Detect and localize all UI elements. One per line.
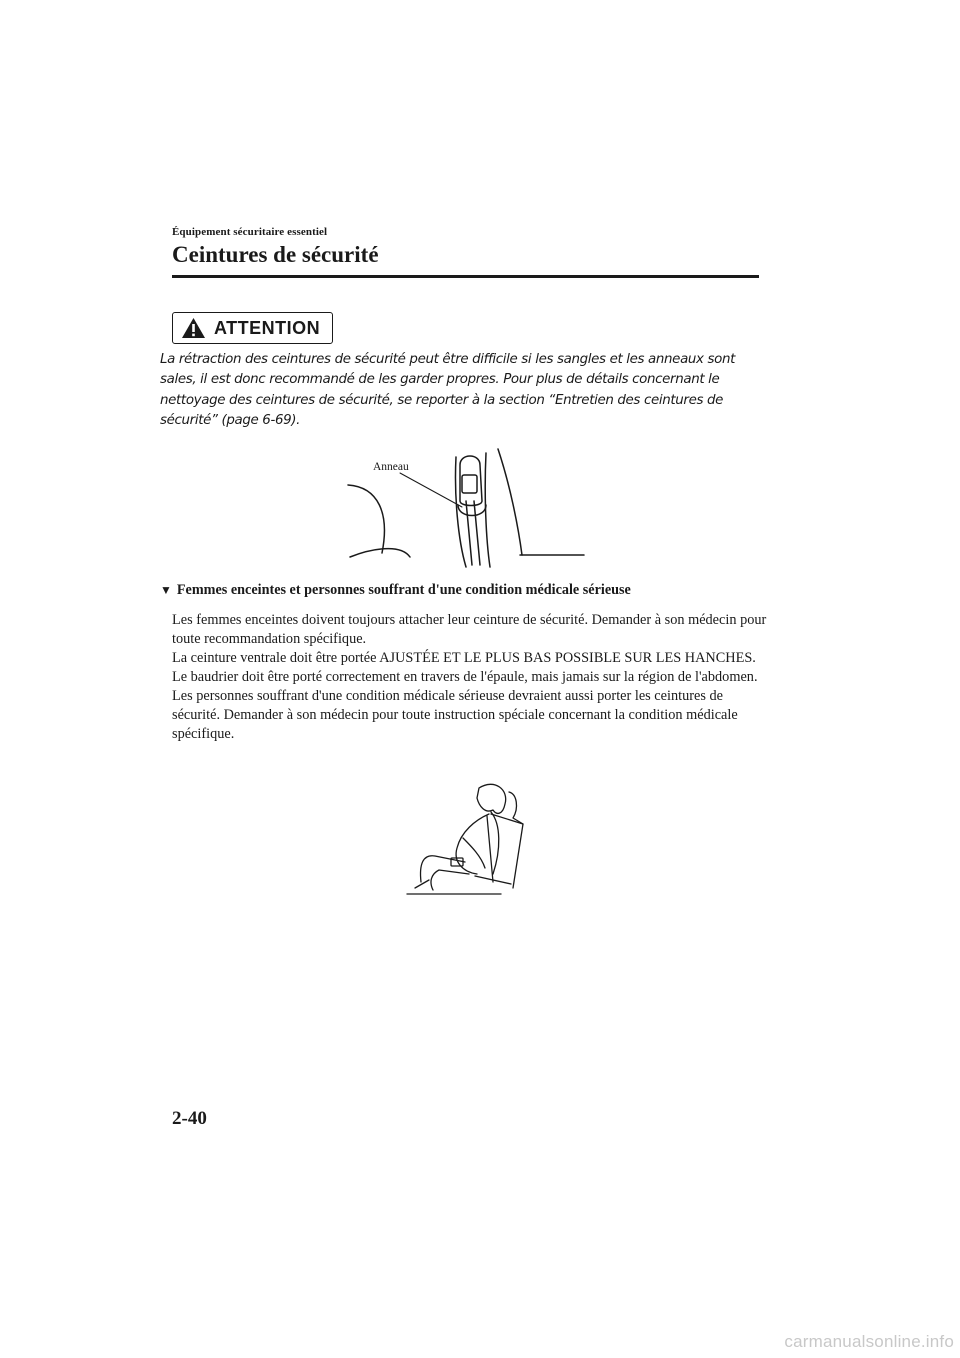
section-body xyxy=(172,611,767,744)
attention-text: La rétraction des ceintures de sécurité peut être difficile si les sangles et les anneaux sont sales, il est donc recommandé de les garder propres. Pour plus de détails concernant le nettoyage des ceintures de sécurité, se reporter à la section “Entretien des ceintures de sécurité” (page 6-69). xyxy=(160,352,736,429)
watermark: carmanualsonline.info xyxy=(784,1332,954,1351)
page-title: Ceintures de sécurité xyxy=(172,242,379,267)
page-number: 2-40 xyxy=(172,1108,207,1129)
warning-triangle-icon xyxy=(181,317,206,339)
paragraph: Les personnes souffrant d'une condition médicale sérieuse devraient aussi porter les ceintures de sécurité. Demander à son médecin pour toute instruction spéciale concernant la condition médicale spécifique. xyxy=(172,688,738,742)
triangle-down-icon: ▼ xyxy=(160,583,172,597)
paragraph: La ceinture ventrale doit être portée AJUSTÉE ET LE PLUS BAS POSSIBLE SUR LES HANCHES. xyxy=(172,650,756,666)
section-heading xyxy=(160,582,631,599)
paragraph: Le baudrier doit être porté correctement en travers de l'épaule, mais jamais sur la région de l'abdomen. xyxy=(172,669,758,685)
attention-label: ATTENTION xyxy=(214,317,321,338)
paragraph: Les femmes enceintes doivent toujours attacher leur ceinture de sécurité. Demander à son médecin pour toute recommandation spécifique. xyxy=(172,612,767,647)
pregnant-woman-seatbelt-illustration xyxy=(405,778,530,898)
figure-callout-anneau: Anneau xyxy=(373,461,409,473)
attention-badge xyxy=(172,312,333,344)
section-label: Équipement sécuritaire essentiel xyxy=(172,226,328,238)
title-rule xyxy=(172,275,759,278)
section-heading-text: Femmes enceintes et personnes souffrant d'une condition médicale sérieuse xyxy=(176,582,631,598)
